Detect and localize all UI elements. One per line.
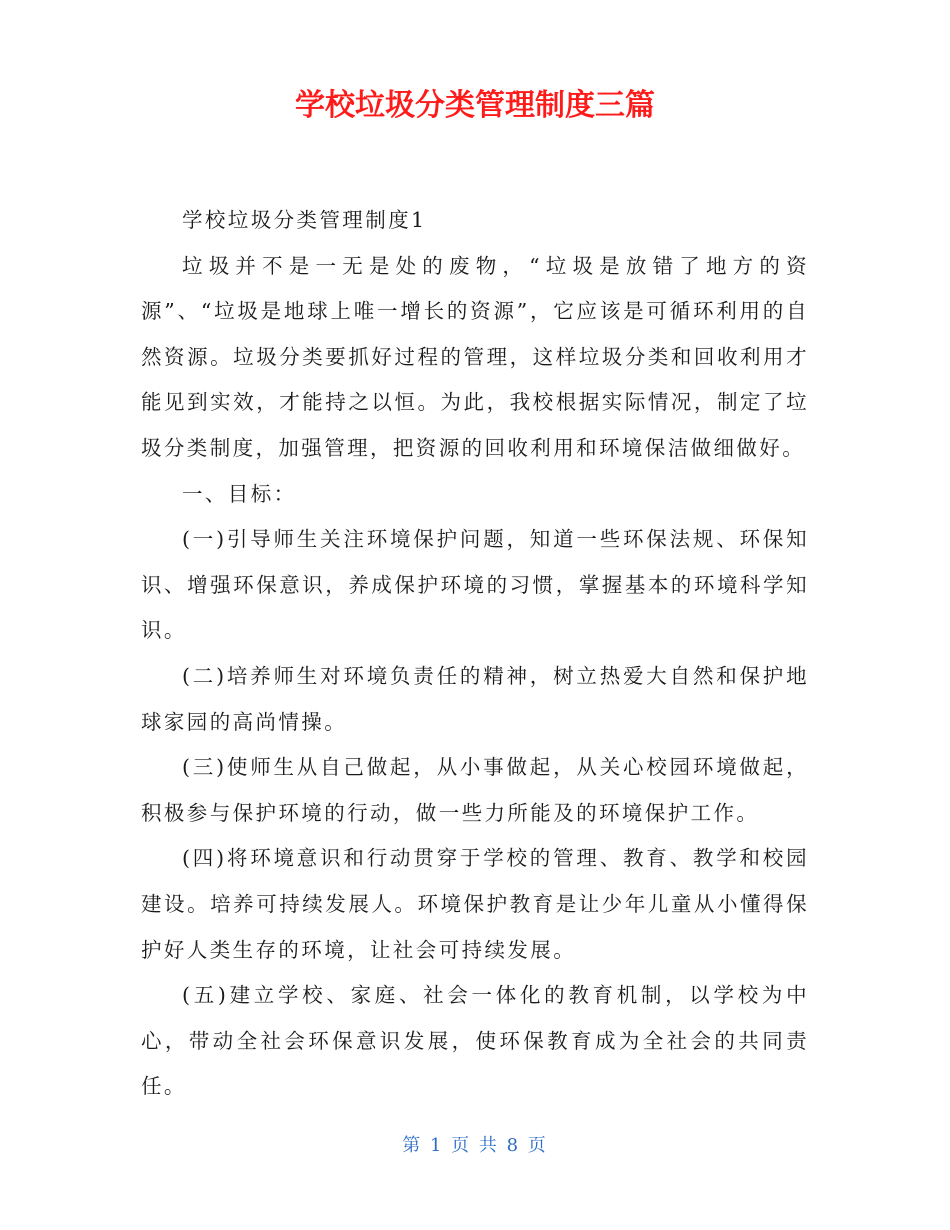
section-heading: 学校垃圾分类管理制度1	[182, 208, 427, 232]
goal-item-1: (一)引导师生关注环境保护问题，知道一些环保法规、环保知识、增强环保意识，养成保护环境的习惯，掌握基本的环境科学知识。	[141, 527, 809, 643]
intro-paragraph: 垃圾并不是一无是处的废物，“垃圾是放错了地方的资源”、“垃圾是地球上唯一增长的资源”，它应该是可循环利用的自然资源。垃圾分类要抓好过程的管理，这样垃圾分类和回收利用才能见到实效，才能持之以恒。为此，我校根据实际情况，制定了垃圾分类制度，加强管理，把资源的回收利用和环境保洁做细做好。	[141, 253, 809, 460]
goal-item-2: (二)培养师生对环境负责任的精神，树立热爱大自然和保护地球家园的高尚情操。	[141, 663, 809, 734]
goal-item-5: (五)建立学校、家庭、社会一体化的教育机制，以学校为中心，带动全社会环保意识发展，使环保教育成为全社会的共同责任。	[141, 983, 809, 1099]
goal-item-4: (四)将环境意识和行动贯穿于学校的管理、教育、教学和校园建设。培养可持续发展人。环境保护教育是让少年儿童从小懂得保护好人类生存的环境，让社会可持续发展。	[141, 846, 809, 962]
goal-item-3: (三)使师生从自己做起，从小事做起，从关心校园环境做起，积极参与保护环境的行动，做一些力所能及的环境保护工作。	[141, 755, 809, 825]
goals-heading: 一、目标：	[182, 481, 297, 506]
document-title: 学校垃圾分类管理制度三篇	[295, 88, 655, 123]
page-number-footer: 第 1 页 共 8 页	[402, 1135, 548, 1156]
document-body	[141, 198, 809, 1110]
